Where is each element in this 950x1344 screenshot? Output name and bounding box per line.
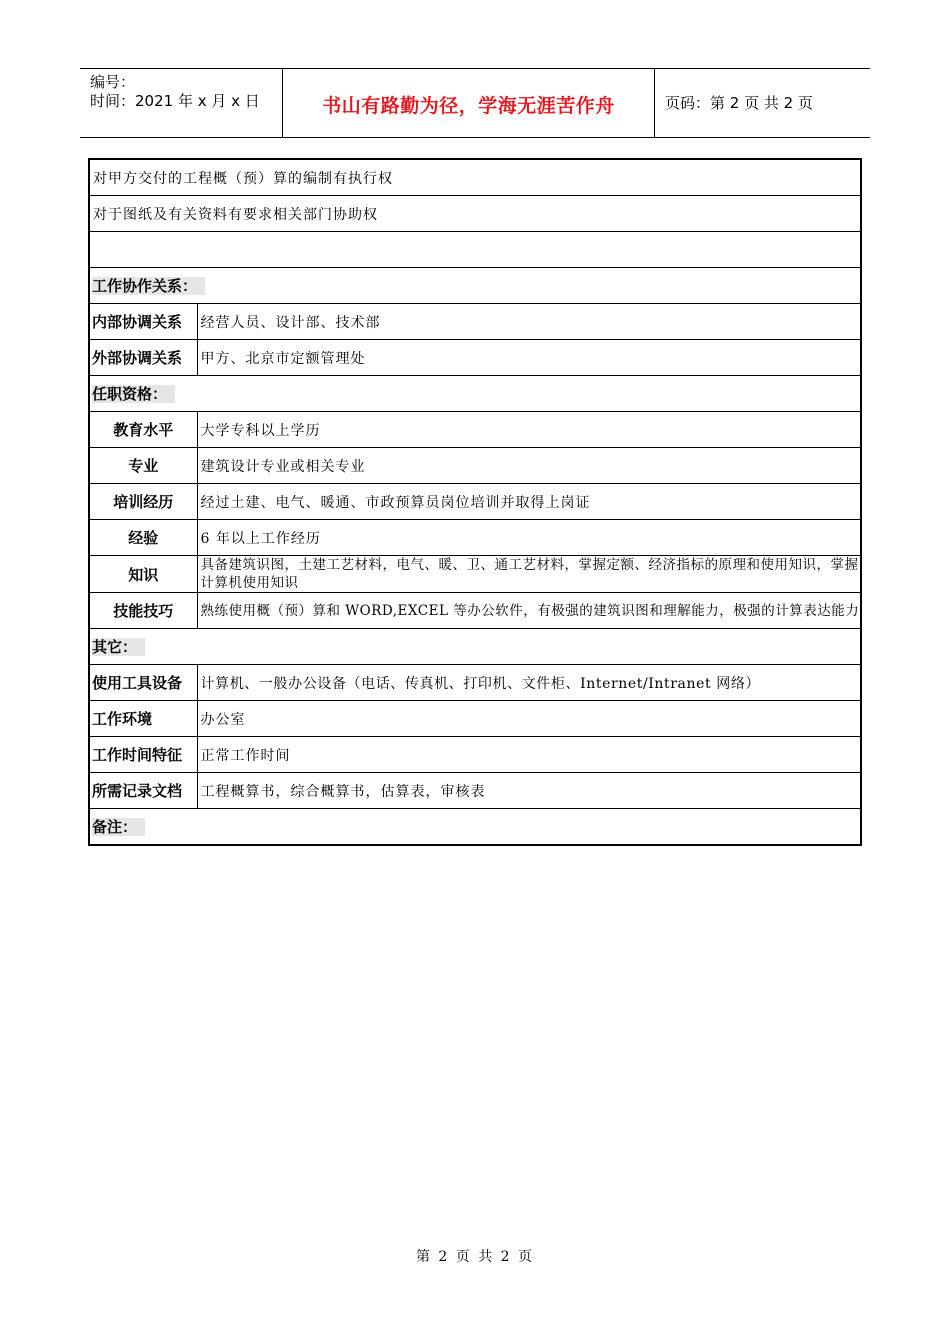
table-row bbox=[89, 196, 861, 232]
page-header bbox=[80, 68, 870, 138]
section-collaboration: 工作协作关系： bbox=[89, 268, 861, 304]
table-row bbox=[89, 412, 861, 448]
table-row bbox=[89, 701, 861, 737]
records-value: 工程概算书，综合概算书，估算表，审核表 bbox=[197, 773, 861, 809]
experience-value: 6 年以上工作经历 bbox=[197, 520, 861, 556]
tools-label: 使用工具设备 bbox=[89, 665, 197, 701]
external-coordination-value: 甲方、北京市定额管理处 bbox=[197, 340, 861, 376]
authority-assistance: 对于图纸及有关资料有要求相关部门协助权 bbox=[89, 196, 861, 232]
table-row bbox=[89, 304, 861, 340]
skills-label: 技能技巧 bbox=[89, 593, 197, 629]
knowledge-value: 具备建筑识图，土建工艺材料，电气、暖、卫、通工艺材料，掌握定额、经济指标的原理和使用知识，掌握计算机使用知识 bbox=[197, 556, 861, 593]
table-row bbox=[89, 629, 861, 665]
environment-label: 工作环境 bbox=[89, 701, 197, 737]
table-row bbox=[89, 520, 861, 556]
section-qualifications: 任职资格： bbox=[89, 376, 861, 412]
major-label: 专业 bbox=[89, 448, 197, 484]
section-notes: 备注： bbox=[89, 809, 861, 846]
table-row bbox=[89, 159, 861, 196]
table-row bbox=[89, 556, 861, 593]
doc-number-label: 编号： bbox=[90, 73, 136, 91]
tools-value: 计算机、一般办公设备（电话、传真机、打印机、文件柜、Internet/Intranet 网络） bbox=[197, 665, 861, 701]
header-page-number: 页码：第 2 页 共 2 页 bbox=[665, 94, 813, 112]
header-motto: 书山有路勤为径，学海无涯苦作舟 bbox=[322, 95, 615, 117]
experience-label: 经验 bbox=[89, 520, 197, 556]
external-coordination-label: 外部协调关系 bbox=[89, 340, 197, 376]
table-row bbox=[89, 232, 861, 268]
table-row bbox=[89, 268, 861, 304]
major-value: 建筑设计专业或相关专业 bbox=[197, 448, 861, 484]
internal-coordination-label: 内部协调关系 bbox=[89, 304, 197, 340]
records-label: 所需记录文档 bbox=[89, 773, 197, 809]
knowledge-label: 知识 bbox=[89, 556, 197, 593]
table-row bbox=[89, 484, 861, 520]
empty-cell bbox=[89, 232, 861, 268]
training-label: 培训经历 bbox=[89, 484, 197, 520]
table-row bbox=[89, 340, 861, 376]
work-hours-value: 正常工作时间 bbox=[197, 737, 861, 773]
skills-value: 熟练使用概（预）算和 WORD,EXCEL 等办公软件，有极强的建筑识图和理解能力，极强的计算表达能力 bbox=[197, 593, 861, 629]
header-motto-cell bbox=[283, 69, 655, 137]
header-meta-cell bbox=[80, 69, 283, 137]
table-row bbox=[89, 593, 861, 629]
table-row bbox=[89, 665, 861, 701]
table-row bbox=[89, 773, 861, 809]
table-row bbox=[89, 376, 861, 412]
work-hours-label: 工作时间特征 bbox=[89, 737, 197, 773]
doc-time-label: 时间：2021 年 x 月 x 日 bbox=[90, 92, 260, 110]
table-row bbox=[89, 809, 861, 846]
education-value: 大学专科以上学历 bbox=[197, 412, 861, 448]
page-footer: 第 2 页 共 2 页 bbox=[415, 1249, 535, 1265]
table-row bbox=[89, 737, 861, 773]
education-label: 教育水平 bbox=[89, 412, 197, 448]
table-row bbox=[89, 448, 861, 484]
authority-execution: 对甲方交付的工程概（预）算的编制有执行权 bbox=[89, 159, 861, 196]
environment-value: 办公室 bbox=[197, 701, 861, 737]
internal-coordination-value: 经营人员、设计部、技术部 bbox=[197, 304, 861, 340]
section-other: 其它： bbox=[89, 629, 861, 665]
job-description-table bbox=[88, 158, 862, 846]
header-page-cell bbox=[655, 69, 870, 137]
training-value: 经过土建、电气、暖通、市政预算员岗位培训并取得上岗证 bbox=[197, 484, 861, 520]
